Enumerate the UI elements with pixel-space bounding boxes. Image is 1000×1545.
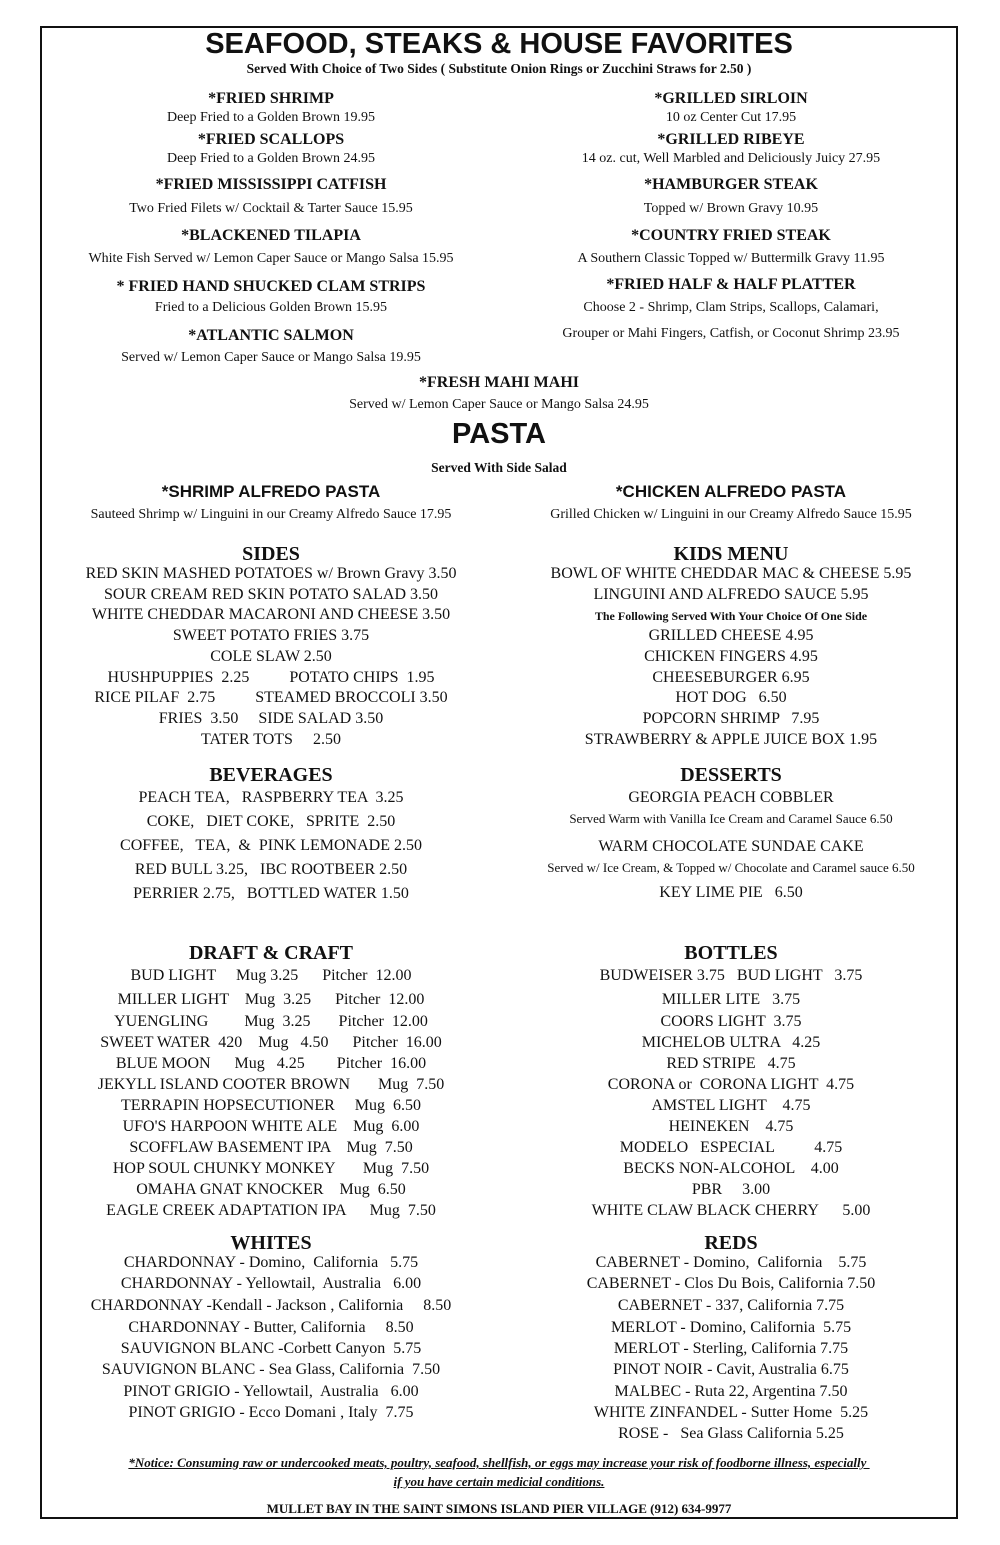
item-desc: Fried to a Delicious Golden Brown 15.95 <box>154 300 388 315</box>
list-item: SCOFFLAW BASEMENT IPA Mug 7.50 <box>129 1139 413 1156</box>
menu-page <box>40 26 958 1519</box>
list-item: HOT DOG 6.50 <box>675 689 787 706</box>
list-item: HUSHPUPPIES 2.25 POTATO CHIPS 1.95 <box>107 669 435 686</box>
item-name: *SHRIMP ALFREDO PASTA <box>161 482 381 501</box>
item-name: *FRIED HALF & HALF PLATTER <box>606 276 856 293</box>
list-item: SAUVIGNON BLANC - Sea Glass, California 7.50 <box>101 1361 441 1378</box>
pasta-subtitle: Served With Side Salad <box>431 460 567 475</box>
list-item: TATER TOTS 2.50 <box>201 731 341 748</box>
item-name: GEORGIA PEACH COBBLER <box>628 789 834 806</box>
item-desc: Grouper or Mahi Fingers, Catfish, or Coconut Shrimp 23.95 <box>562 326 900 341</box>
list-item: OMAHA GNAT KNOCKER Mug 6.50 <box>136 1181 406 1198</box>
section-title: REDS <box>704 1232 758 1254</box>
item-desc: Sauteed Shrimp w/ Linguini in our Creamy Alfredo Sauce 17.95 <box>90 507 452 522</box>
list-item: COORS LIGHT 3.75 <box>660 1013 802 1030</box>
list-item: BECKS NON-ALCOHOL 4.00 <box>623 1160 839 1177</box>
list-item: RED STRIPE 4.75 <box>666 1055 796 1072</box>
list-item: POPCORN SHRIMP 7.95 <box>642 710 820 727</box>
list-item: CHARDONNAY - Yellowtail, Australia 6.00 <box>120 1275 422 1292</box>
list-item: BLUE MOON Mug 4.25 Pitcher 16.00 <box>115 1055 427 1072</box>
list-item: BOWL OF WHITE CHEDDAR MAC & CHEESE 5.95 <box>550 565 912 582</box>
section-title: KIDS MENU <box>673 543 789 565</box>
list-item: SAUVIGNON BLANC -Corbett Canyon 5.75 <box>120 1340 422 1357</box>
item-name: *GRILLED RIBEYE <box>657 131 805 148</box>
list-item: PINOT NOIR - Cavit, Australia 6.75 <box>613 1361 849 1378</box>
item-name: *CHICKEN ALFREDO PASTA <box>615 482 847 501</box>
list-item: PERRIER 2.75, BOTTLED WATER 1.50 <box>133 885 409 902</box>
item-name: WARM CHOCOLATE SUNDAE CAKE <box>598 838 864 855</box>
item-name: *GRILLED SIRLOIN <box>654 90 808 107</box>
list-item: JEKYLL ISLAND COOTER BROWN Mug 7.50 <box>97 1076 445 1093</box>
item-desc: Choose 2 - Shrimp, Clam Strips, Scallops, Calamari, <box>583 300 879 315</box>
list-item: MERLOT - Sterling, California 7.75 <box>613 1340 849 1357</box>
list-item: FRIES 3.50 SIDE SALAD 3.50 <box>158 710 384 727</box>
list-item: LINGUINI AND ALFREDO SAUCE 5.95 <box>593 586 869 603</box>
list-item: PINOT GRIGIO - Yellowtail, Australia 6.00 <box>123 1383 419 1400</box>
list-item: CHARDONNAY -Kendall - Jackson , California 8.50 <box>90 1297 452 1314</box>
list-item: COLE SLAW 2.50 <box>210 648 332 665</box>
menu-subtitle: Served With Choice of Two Sides ( Substitute Onion Rings or Zucchini Straws for 2.50 ) <box>246 61 752 76</box>
list-item: COKE, DIET COKE, SPRITE 2.50 <box>146 813 396 830</box>
list-item: STRAWBERRY & APPLE JUICE BOX 1.95 <box>584 731 878 748</box>
section-title: WHITES <box>230 1232 312 1254</box>
item-name: *FRIED MISSISSIPPI CATFISH <box>155 176 387 193</box>
list-item: CHARDONNAY - Domino, California 5.75 <box>123 1254 419 1271</box>
item-name: *COUNTRY FRIED STEAK <box>631 227 831 244</box>
list-item: UFO'S HARPOON WHITE ALE Mug 6.00 <box>122 1118 420 1135</box>
list-item: MALBEC - Ruta 22, Argentina 7.50 <box>614 1383 848 1400</box>
item-desc: A Southern Classic Topped w/ Buttermilk Gravy 11.95 <box>577 251 885 266</box>
section-title: DESSERTS <box>680 764 782 786</box>
list-item: CABERNET - Clos Du Bois, California 7.50 <box>586 1275 876 1292</box>
item-desc: 10 oz Center Cut 17.95 <box>665 110 797 125</box>
list-item: TERRAPIN HOPSECUTIONER Mug 6.50 <box>120 1097 421 1114</box>
list-item: WHITE CHEDDAR MACARONI AND CHEESE 3.50 <box>91 606 451 623</box>
section-title: SIDES <box>242 543 300 565</box>
item-name: *HAMBURGER STEAK <box>644 176 818 193</box>
list-item: PBR 3.00 <box>691 1181 771 1198</box>
item-name: *FRIED SCALLOPS <box>197 131 345 148</box>
menu-title: SEAFOOD, STEAKS & HOUSE FAVORITES <box>205 28 793 60</box>
item-desc: Served w/ Lemon Caper Sauce or Mango Salsa 24.95 <box>349 397 649 412</box>
list-item: MILLER LITE 3.75 <box>661 991 801 1008</box>
list-item: MILLER LIGHT Mug 3.25 Pitcher 12.00 <box>117 991 425 1008</box>
list-item: EAGLE CREEK ADAPTATION IPA Mug 7.50 <box>106 1202 436 1219</box>
health-notice: *Notice: Consuming raw or undercooked meats, poultry, seafood, shellfish, or eggs may increase your risk of foodborne illness, especially <box>128 1455 870 1470</box>
item-name: *BLACKENED TILAPIA <box>181 227 361 244</box>
item-desc: Topped w/ Brown Gravy 10.95 <box>643 201 819 216</box>
list-item: RED BULL 3.25, IBC ROOTBEER 2.50 <box>134 861 408 878</box>
list-item: COFFEE, TEA, & PINK LEMONADE 2.50 <box>120 837 422 854</box>
list-item: BUDWEISER 3.75 BUD LIGHT 3.75 <box>599 967 863 984</box>
list-item: SWEET POTATO FRIES 3.75 <box>172 627 370 644</box>
list-item: RED SKIN MASHED POTATOES w/ Brown Gravy 3.50 <box>85 565 457 582</box>
list-item: BUD LIGHT Mug 3.25 Pitcher 12.00 <box>130 967 412 984</box>
item-desc: 14 oz. cut, Well Marbled and Deliciously Juicy 27.95 <box>581 151 881 166</box>
list-item: GRILLED CHEESE 4.95 <box>648 627 814 644</box>
list-item: MERLOT - Domino, California 5.75 <box>610 1319 852 1336</box>
section-title: DRAFT & CRAFT <box>188 942 354 964</box>
item-desc: Deep Fried to a Golden Brown 19.95 <box>166 110 376 125</box>
list-item: CHARDONNAY - Butter, California 8.50 <box>128 1319 414 1336</box>
list-item: MODELO ESPECIAL 4.75 <box>619 1139 843 1156</box>
list-item: MICHELOB ULTRA 4.25 <box>641 1034 821 1051</box>
list-item: AMSTEL LIGHT 4.75 <box>651 1097 811 1114</box>
list-item: HOP SOUL CHUNKY MONKEY Mug 7.50 <box>112 1160 430 1177</box>
list-item: ROSE - Sea Glass California 5.25 <box>618 1425 844 1442</box>
list-item: HEINEKEN 4.75 <box>668 1118 794 1135</box>
list-item: CABERNET - 337, California 7.75 <box>617 1297 845 1314</box>
item-desc: Deep Fried to a Golden Brown 24.95 <box>166 151 376 166</box>
list-item: PEACH TEA, RASPBERRY TEA 3.25 <box>138 789 404 806</box>
section-title: BOTTLES <box>684 942 778 964</box>
list-item: SOUR CREAM RED SKIN POTATO SALAD 3.50 <box>103 586 438 603</box>
list-item: YUENGLING Mug 3.25 Pitcher 12.00 <box>114 1013 428 1030</box>
list-item: CORONA or CORONA LIGHT 4.75 <box>607 1076 855 1093</box>
item-name: *ATLANTIC SALMON <box>188 327 354 344</box>
restaurant-footer: MULLET BAY IN THE SAINT SIMONS ISLAND PIER VILLAGE (912) 634-9977 <box>266 1501 732 1516</box>
list-item: CHEESEBURGER 6.95 <box>652 669 810 686</box>
item-desc: Grilled Chicken w/ Linguini in our Creamy Alfredo Sauce 15.95 <box>550 507 912 522</box>
list-item: SWEET WATER 420 Mug 4.50 Pitcher 16.00 <box>100 1034 442 1051</box>
item-desc: Served w/ Lemon Caper Sauce or Mango Salsa 19.95 <box>121 350 421 365</box>
item-name: *FRESH MAHI MAHI <box>419 374 579 391</box>
list-item: WHITE CLAW BLACK CHERRY 5.00 <box>591 1202 871 1219</box>
list-item: WHITE ZINFANDEL - Sutter Home 5.25 <box>593 1404 869 1421</box>
item-name: *FRIED SHRIMP <box>208 90 334 107</box>
item-desc: Two Fried Filets w/ Cocktail & Tarter Sauce 15.95 <box>129 201 413 216</box>
list-item: CHICKEN FINGERS 4.95 <box>644 648 818 665</box>
item-name: * FRIED HAND SHUCKED CLAM STRIPS <box>116 278 426 295</box>
list-item: RICE PILAF 2.75 STEAMED BROCCOLI 3.50 <box>94 689 448 706</box>
list-item: PINOT GRIGIO - Ecco Domani , Italy 7.75 <box>128 1404 414 1421</box>
pasta-title: PASTA <box>452 418 546 450</box>
item-desc: Served w/ Ice Cream, & Topped w/ Chocolate and Caramel sauce 6.50 <box>547 860 915 875</box>
section-title: BEVERAGES <box>209 764 333 786</box>
list-item: CABERNET - Domino, California 5.75 <box>595 1254 867 1271</box>
item-desc: Served Warm with Vanilla Ice Cream and Caramel Sauce 6.50 <box>569 811 893 826</box>
item-desc: White Fish Served w/ Lemon Caper Sauce or Mango Salsa 15.95 <box>88 251 454 266</box>
item-name: KEY LIME PIE 6.50 <box>659 884 803 901</box>
health-notice-line2: if you have certain medicial conditions. <box>393 1474 605 1489</box>
kids-note: The Following Served With Your Choice Of One Side <box>594 609 868 623</box>
